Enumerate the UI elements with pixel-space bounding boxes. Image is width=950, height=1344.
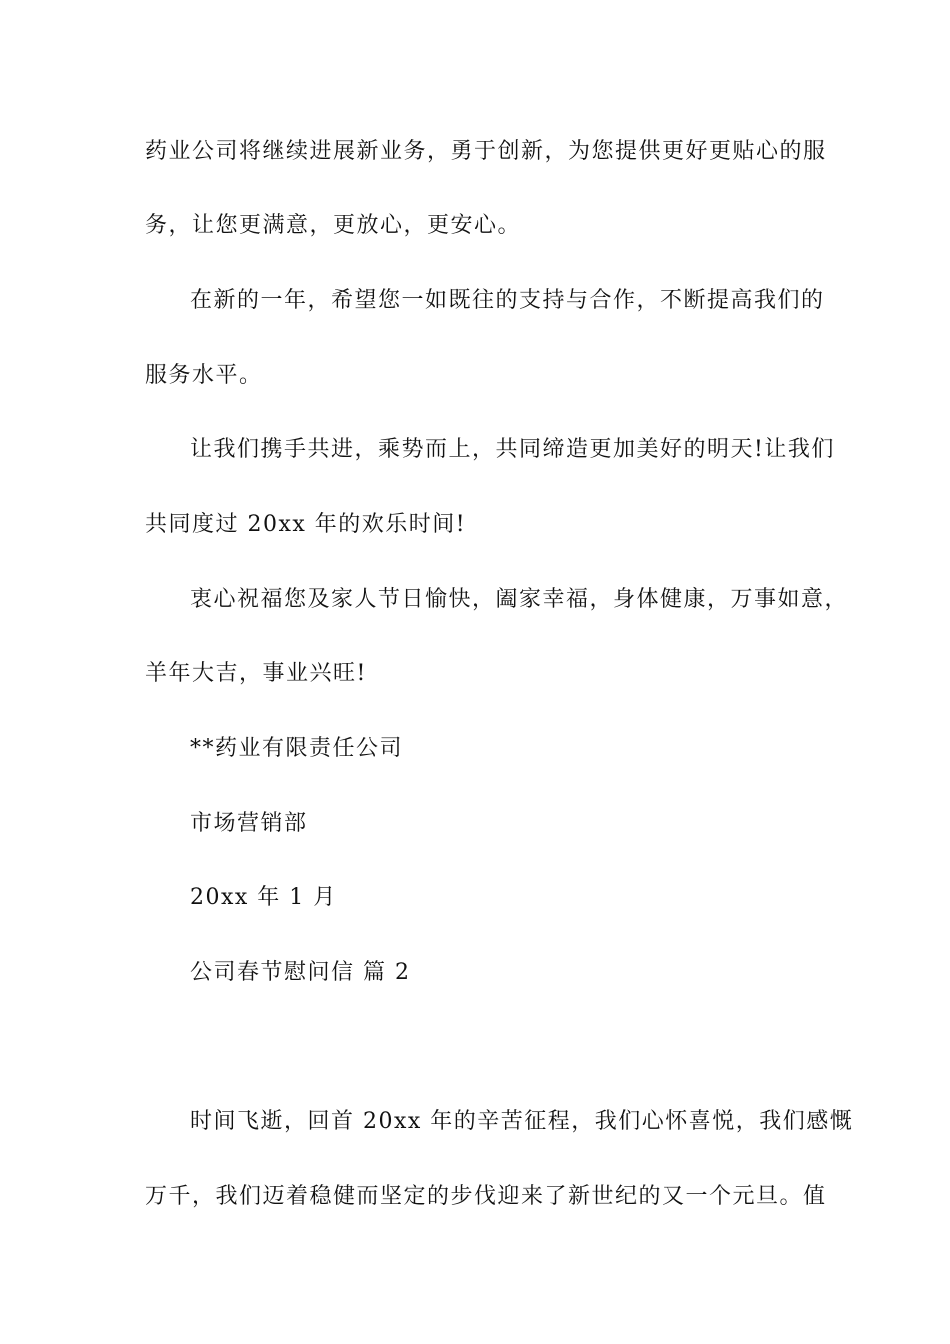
paragraph-line: 在新的一年，希望您一如既往的支持与合作，不断提高我们的 — [190, 288, 825, 313]
paragraph-line: 时间飞逝，回首 20xx 年的辛苦征程，我们心怀喜悦，我们感慨 — [190, 1109, 854, 1134]
paragraph-line: 共同度过 20xx 年的欢乐时间! — [145, 512, 467, 537]
paragraph-line: 服务水平。 — [145, 363, 263, 388]
paragraph-line: 药业公司将继续进展新业务，勇于创新，为您提供更好更贴心的服 — [145, 139, 827, 164]
paragraph-line: 羊年大吉，事业兴旺! — [145, 661, 367, 686]
paragraph-line: 万千，我们迈着稳健而坚定的步伐迎来了新世纪的又一个元旦。值 — [145, 1184, 827, 1209]
paragraph-line: 衷心祝福您及家人节日愉快，阖家幸福，身体健康，万事如意， — [190, 587, 849, 612]
section-heading: 公司春节慰问信 篇 2 — [190, 960, 411, 985]
paragraph-line: 让我们携手共进，乘势而上，共同缔造更加美好的明天!让我们 — [190, 437, 835, 462]
letter-date: 20xx 年 1 月 — [190, 885, 337, 910]
company-name: **药业有限责任公司 — [190, 736, 404, 761]
paragraph-line: 务，让您更满意，更放心，更安心。 — [145, 213, 522, 238]
department-name: 市场营销部 — [190, 811, 308, 836]
